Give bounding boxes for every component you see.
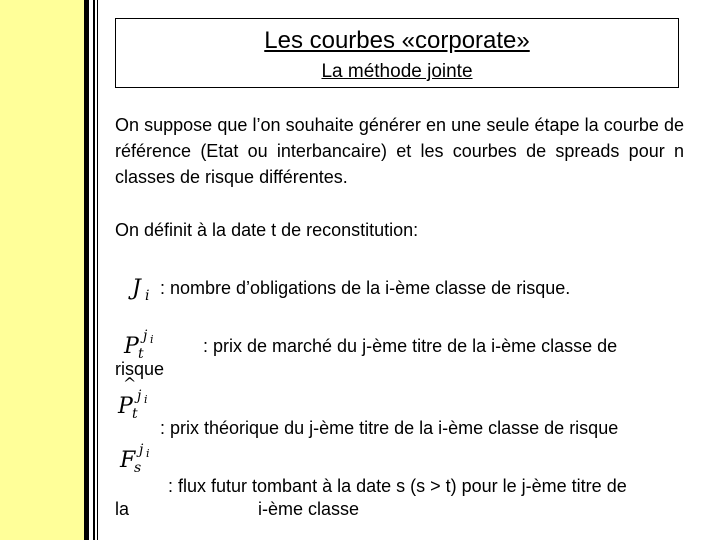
page-subtitle: La méthode jointe: [321, 61, 473, 82]
definition-p-market-text: : prix de marché du j-ème titre de la i-ème classe de: [203, 336, 618, 356]
left-decor-bar: [0, 0, 84, 540]
page-title: Les courbes «corporate»: [264, 27, 530, 54]
definition-p-market-cont: risque: [115, 359, 165, 379]
left-decor-line: [97, 0, 98, 540]
symbol-p-market: P t j i: [124, 328, 154, 362]
definition-ji-text: : nombre d’obligations de la i-ème classe de risque.: [160, 278, 571, 298]
left-decor-line: [93, 0, 95, 540]
definition-f-flux-cont-a: la: [115, 499, 130, 519]
symbol-p-theoretical: ^ P t j i: [118, 374, 148, 422]
intro-paragraph: On suppose que l’on souhaite générer en une seule étape la courbe de référence (Etat ou interbancaire) et les courbes de spreads pour n classes de risque différentes.: [115, 115, 684, 187]
hat-icon: ^: [123, 374, 137, 393]
definition-p-theoretical-text: : prix théorique du j-ème titre de la i-ème classe de risque: [160, 418, 619, 438]
symbol-f-flux: F s j i: [120, 442, 150, 476]
definition-heading: On définit à la date t de reconstitution:: [115, 220, 419, 240]
definition-f-flux-text: : flux futur tombant à la date s (s > t) pour le j-ème titre de: [168, 476, 627, 496]
definition-f-flux-cont-b: i-ème classe: [258, 499, 360, 519]
symbol-ji: J i: [132, 276, 150, 304]
title-box: [115, 18, 679, 88]
